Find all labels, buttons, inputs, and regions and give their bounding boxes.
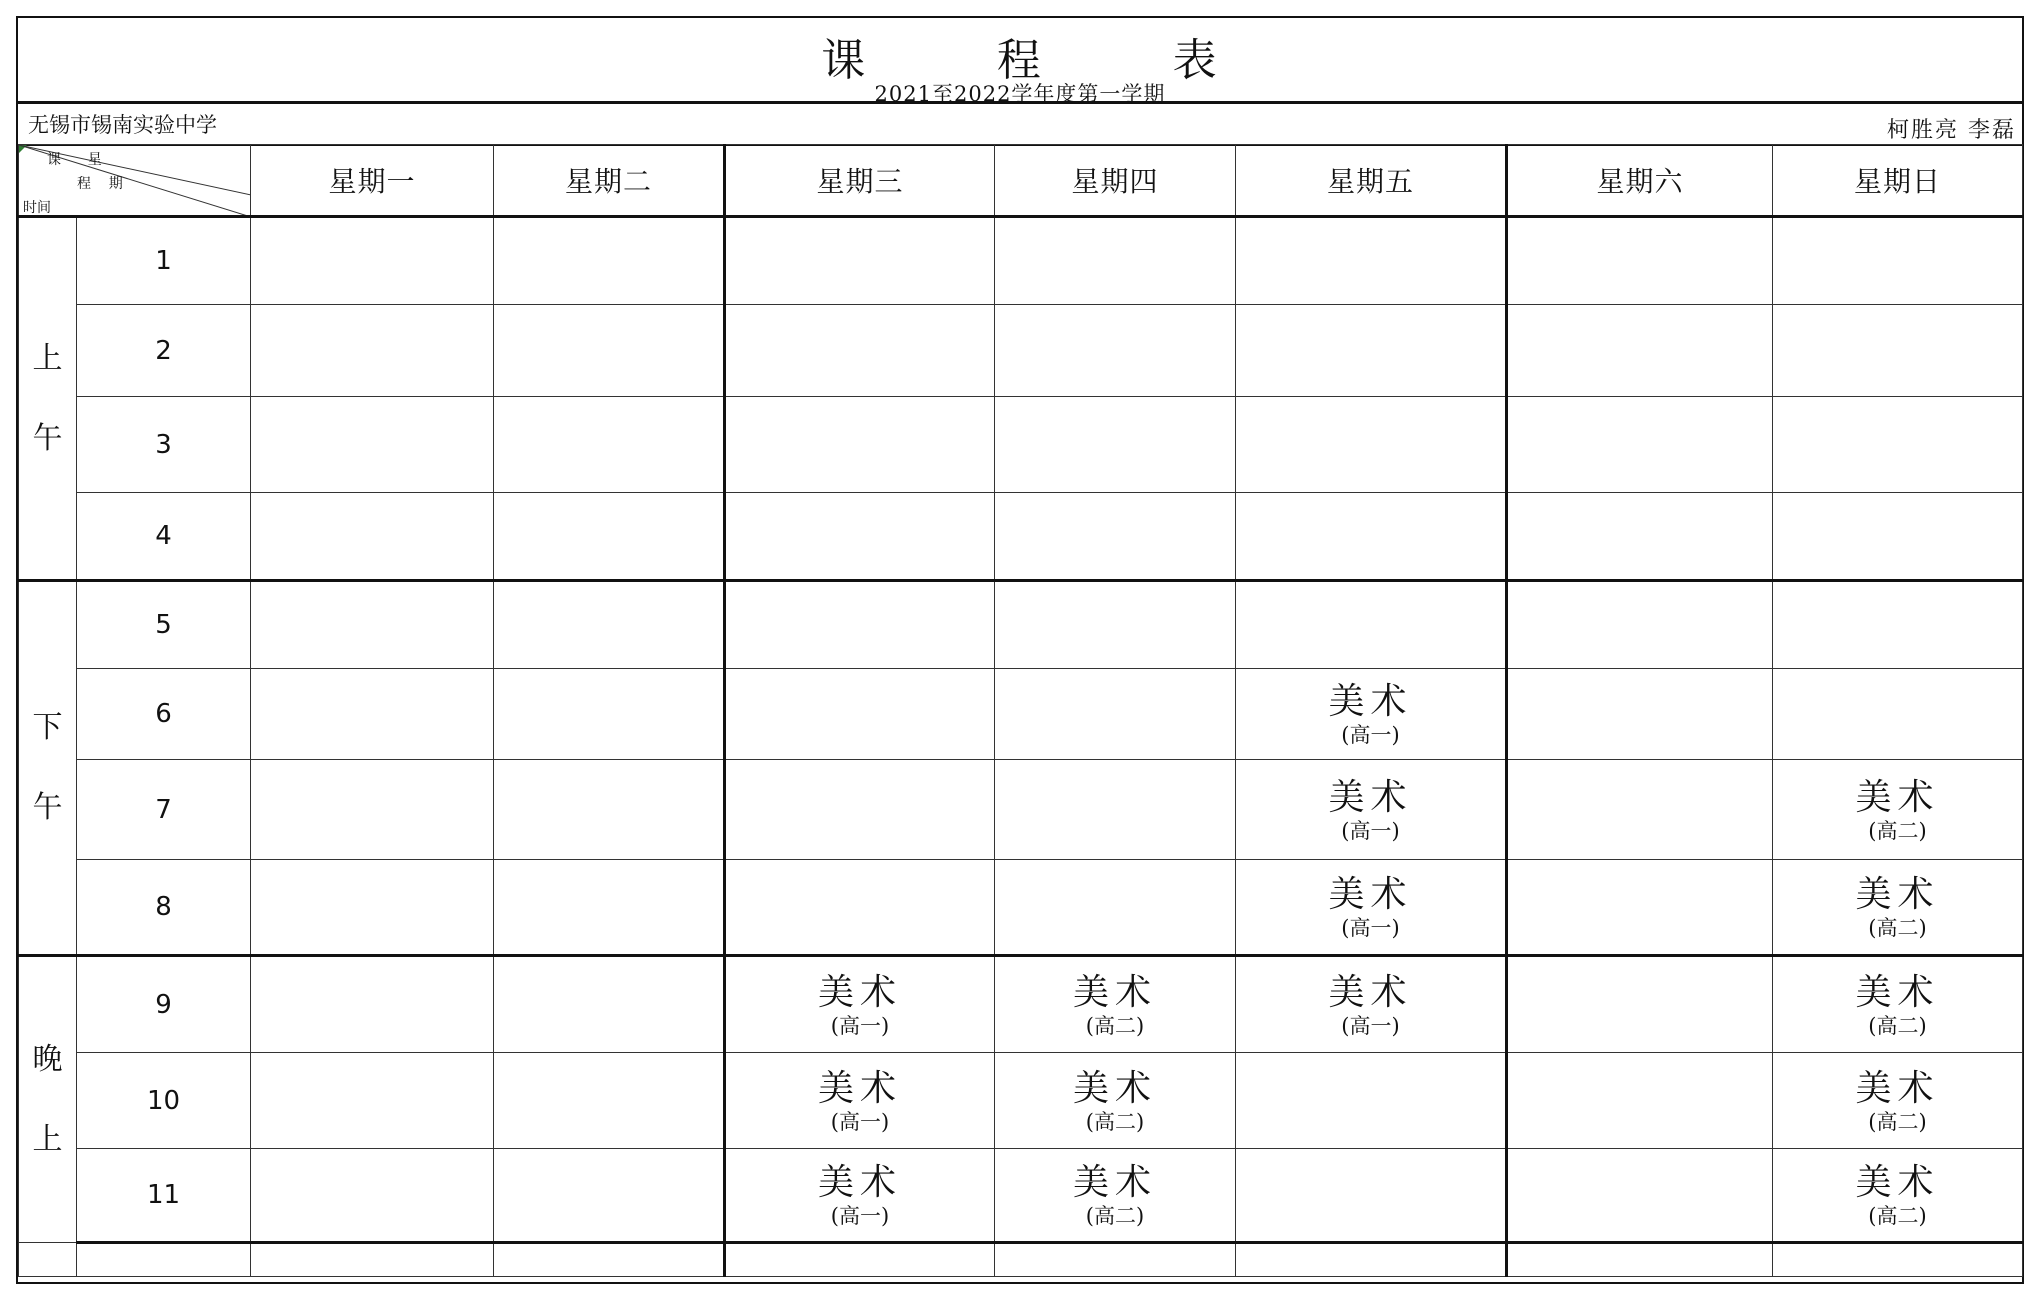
schedule-cell[interactable] [494, 1053, 725, 1149]
schedule-cell[interactable] [725, 760, 995, 860]
period-row [19, 581, 2023, 669]
schedule-cell[interactable] [995, 956, 1236, 1053]
schedule-cell[interactable] [251, 305, 494, 397]
schedule-cell[interactable] [995, 669, 1236, 760]
course-grade: (高二) [1085, 1013, 1145, 1038]
schedule-cell[interactable] [1236, 1149, 1507, 1243]
course-grade: (高二) [1868, 818, 1927, 843]
schedule-cell[interactable] [1507, 397, 1773, 493]
period-number: 6 [77, 669, 251, 760]
footer-cell [1507, 1243, 1773, 1277]
schedule-cell[interactable] [1773, 1149, 2023, 1243]
footer-cell [251, 1243, 494, 1277]
schedule-cell[interactable] [1507, 860, 1773, 956]
course-grade: (高一) [1341, 818, 1400, 843]
section-char: 上 [32, 340, 63, 376]
schedule-cell[interactable] [1507, 760, 1773, 860]
period-number: 4 [77, 493, 251, 581]
schedule-cell[interactable] [1236, 493, 1507, 581]
schedule-cell[interactable] [725, 669, 995, 760]
schedule-cell[interactable] [725, 1149, 995, 1243]
schedule-cell[interactable] [1773, 956, 2023, 1053]
period-row [19, 397, 2023, 493]
footer-cell [1773, 1243, 2023, 1277]
schedule-cell[interactable] [1773, 493, 2023, 581]
course-grade: (高一) [830, 1109, 890, 1134]
section-char: 上 [32, 1121, 63, 1157]
course-name: 美术 [1072, 1162, 1157, 1203]
section-label [19, 956, 77, 1243]
schedule-cell[interactable] [1507, 1053, 1773, 1149]
course-grade: (高二) [1868, 1204, 1927, 1228]
course-grade: (高一) [1341, 723, 1400, 747]
schedule-cell[interactable] [1773, 217, 2023, 305]
schedule-cell[interactable] [1236, 1053, 1507, 1149]
day-header-4: 星期四 [995, 145, 1236, 217]
schedule-cell[interactable] [725, 305, 995, 397]
info-row [18, 104, 2022, 146]
schedule-cell[interactable] [1773, 860, 2023, 956]
period-row [19, 305, 2023, 397]
period-number: 7 [77, 760, 251, 860]
course-name: 美术 [1855, 776, 1940, 818]
schedule-cell[interactable] [251, 397, 494, 493]
schedule-cell[interactable] [1236, 860, 1507, 956]
schedule-cell[interactable] [1773, 760, 2023, 860]
period-row [19, 669, 2023, 760]
empty-footer-row [19, 1243, 2023, 1277]
footer-cell [77, 1243, 251, 1277]
timetable-sheet [16, 16, 2024, 1284]
schedule-cell[interactable] [1507, 305, 1773, 397]
period-row [19, 860, 2023, 956]
course-grade: (高一) [1341, 1013, 1400, 1038]
term-subtitle: 2021至2022学年度第一学期 [874, 82, 1166, 106]
diagonal-header-cell [19, 145, 251, 217]
day-header-6: 星期六 [1507, 145, 1773, 217]
schedule-cell[interactable] [1507, 217, 1773, 305]
footer-cell [725, 1243, 995, 1277]
course-name: 美术 [1328, 681, 1413, 722]
schedule-cell[interactable] [995, 493, 1236, 581]
schedule-cell[interactable] [995, 760, 1236, 860]
course-name: 美术 [1855, 971, 1940, 1013]
schedule-cell[interactable] [251, 669, 494, 760]
schedule-cell[interactable] [725, 493, 995, 581]
schedule-cell[interactable] [995, 397, 1236, 493]
period-number: 8 [77, 860, 251, 956]
period-number: 11 [77, 1149, 251, 1243]
schedule-cell[interactable] [251, 760, 494, 860]
schedule-cell[interactable] [995, 1149, 1236, 1243]
schedule-cell[interactable] [725, 397, 995, 493]
period-number: 1 [77, 217, 251, 305]
course-grade: (高一) [830, 1013, 890, 1038]
day-header-3: 星期三 [725, 145, 995, 217]
schedule-cell[interactable] [1236, 305, 1507, 397]
period-row [19, 217, 2023, 305]
page-title: 课 程 表 [821, 35, 1219, 86]
schedule-cell[interactable] [251, 1149, 494, 1243]
schedule-cell[interactable] [725, 1053, 995, 1149]
schedule-cell[interactable] [494, 956, 725, 1053]
schedule-cell[interactable] [725, 956, 995, 1053]
section-label [19, 217, 77, 581]
schedule-cell[interactable] [725, 860, 995, 956]
schedule-cell[interactable] [251, 217, 494, 305]
schedule-cell[interactable] [1773, 1053, 2023, 1149]
course-grade: (高二) [1085, 1109, 1145, 1134]
course-grade: (高二) [1085, 1204, 1145, 1228]
schedule-cell[interactable] [995, 1053, 1236, 1149]
footer-cell [1236, 1243, 1507, 1277]
header-label-middle: 程 期 [77, 176, 123, 192]
schedule-cell[interactable] [251, 581, 494, 669]
period-number: 5 [77, 581, 251, 669]
course-name: 美术 [1072, 1067, 1157, 1109]
schedule-cell[interactable] [494, 305, 725, 397]
period-number: 3 [77, 397, 251, 493]
schedule-cell[interactable] [251, 493, 494, 581]
schedule-cell[interactable] [1507, 669, 1773, 760]
section-label [19, 581, 77, 956]
schedule-cell[interactable] [251, 860, 494, 956]
period-number: 9 [77, 956, 251, 1053]
header-row [19, 145, 2023, 217]
schedule-cell[interactable] [725, 217, 995, 305]
schedule-cell[interactable] [1773, 581, 2023, 669]
period-row [19, 956, 2023, 1053]
schedule-cell[interactable] [1236, 397, 1507, 493]
footer-cell [995, 1243, 1236, 1277]
footer-cell [494, 1243, 725, 1277]
schedule-cell[interactable] [1507, 956, 1773, 1053]
course-grade: (高一) [830, 1204, 890, 1228]
header-label-top: 课 星 [47, 152, 102, 168]
schedule-cell[interactable] [995, 217, 1236, 305]
schedule-cell[interactable] [1236, 217, 1507, 305]
schedule-cell[interactable] [1773, 669, 2023, 760]
header-label-bottom: 时间 [23, 200, 51, 216]
schedule-cell[interactable] [1236, 669, 1507, 760]
schedule-cell[interactable] [1773, 397, 2023, 493]
course-name: 美术 [1328, 776, 1413, 818]
course-grade: (高二) [1868, 916, 1927, 940]
schedule-cell[interactable] [1773, 305, 2023, 397]
teacher-names: 柯胜亮 李磊 [1887, 118, 2016, 143]
section-char: 午 [32, 420, 63, 456]
course-name: 美术 [1855, 1067, 1940, 1109]
schedule-cell[interactable] [494, 397, 725, 493]
schedule-cell[interactable] [995, 305, 1236, 397]
schedule-cell[interactable] [494, 1149, 725, 1243]
course-name: 美术 [1855, 1162, 1940, 1203]
section-char: 下 [32, 710, 63, 745]
day-header-1: 星期一 [251, 145, 494, 217]
schedule-cell[interactable] [251, 956, 494, 1053]
schedule-cell[interactable] [1236, 956, 1507, 1053]
course-grade: (高二) [1868, 1109, 1927, 1134]
schedule-cell[interactable] [995, 860, 1236, 956]
course-name: 美术 [1328, 971, 1413, 1013]
schedule-cell[interactable] [1236, 581, 1507, 669]
schedule-cell[interactable] [1507, 1149, 1773, 1243]
day-header-5: 星期五 [1236, 145, 1507, 217]
school-name: 无锡市锡南实验中学 [28, 113, 217, 137]
course-name: 美术 [1855, 874, 1940, 915]
schedule-cell[interactable] [494, 760, 725, 860]
course-name: 美术 [817, 1067, 902, 1109]
schedule-cell[interactable] [494, 581, 725, 669]
schedule-cell[interactable] [1507, 493, 1773, 581]
course-grade: (高一) [1341, 916, 1400, 940]
course-name: 美术 [1328, 874, 1413, 915]
course-name: 美术 [817, 971, 902, 1013]
section-char: 午 [32, 790, 63, 825]
period-row [19, 1149, 2023, 1243]
course-name: 美术 [817, 1162, 902, 1203]
period-number: 2 [77, 305, 251, 397]
schedule-cell[interactable] [251, 1053, 494, 1149]
period-row [19, 760, 2023, 860]
day-header-2: 星期二 [494, 145, 725, 217]
course-name: 美术 [1072, 971, 1157, 1013]
schedule-cell[interactable] [995, 581, 1236, 669]
schedule-table [18, 144, 2023, 1277]
schedule-cell[interactable] [1507, 581, 1773, 669]
schedule-cell[interactable] [494, 669, 725, 760]
schedule-cell[interactable] [1236, 760, 1507, 860]
schedule-cell[interactable] [494, 860, 725, 956]
period-row [19, 493, 2023, 581]
course-grade: (高二) [1868, 1013, 1927, 1038]
period-row [19, 1053, 2023, 1149]
footer-cell [19, 1243, 77, 1277]
title-row [18, 18, 2022, 104]
schedule-cell[interactable] [494, 217, 725, 305]
day-header-7: 星期日 [1773, 145, 2023, 217]
period-number: 10 [77, 1053, 251, 1149]
schedule-cell[interactable] [725, 581, 995, 669]
schedule-cell[interactable] [494, 493, 725, 581]
section-char: 晚 [32, 1041, 63, 1077]
